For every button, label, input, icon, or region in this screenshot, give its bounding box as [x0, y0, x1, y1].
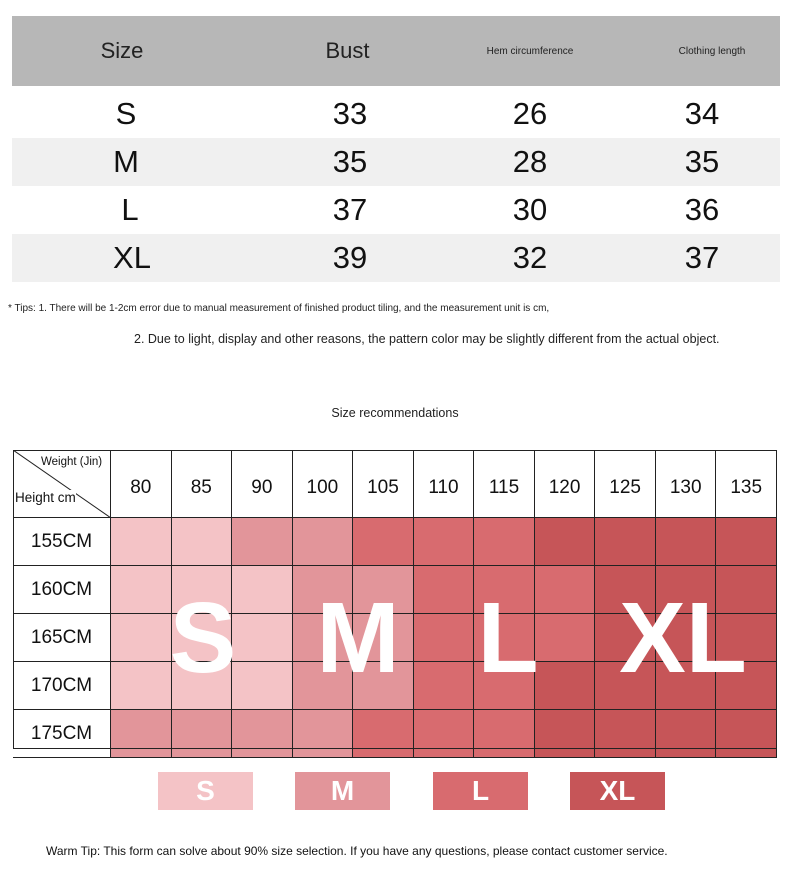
weight-header-cell: 135	[716, 450, 777, 518]
size-zone-cell-l	[414, 614, 475, 662]
height-row-label: 175CM	[13, 710, 111, 758]
hem-cell: 26	[512, 96, 548, 131]
size-zone-cell-m	[353, 614, 414, 662]
size-zone-cell-s	[172, 614, 233, 662]
size-zone-cell-m	[293, 662, 354, 710]
size-zone-cell-xl	[535, 662, 596, 710]
size-zone-cell-m	[353, 566, 414, 614]
size-zone-cell-m	[293, 614, 354, 662]
size-zone-cell-l	[414, 566, 475, 614]
size-zone-cell-xl	[595, 662, 656, 710]
hem-cell: 30	[512, 192, 548, 227]
hem-cell: 28	[512, 144, 548, 179]
size-zone-cell-l	[414, 662, 475, 710]
size-zone-cell-m	[111, 710, 172, 758]
size-zone-cell-m	[172, 710, 233, 758]
size-zone-cell-xl	[535, 710, 596, 758]
size-zone-cell-l	[474, 662, 535, 710]
overlay-letter-s: S	[169, 582, 237, 694]
size-cell: L	[121, 192, 139, 227]
size-zone-cell-l	[474, 710, 535, 758]
grid-corner-cell	[13, 450, 111, 518]
legend-s: S	[158, 772, 253, 810]
size-table-header	[12, 16, 780, 86]
weight-header-cell: 110	[414, 450, 475, 518]
weight-header-cell: 80	[111, 450, 172, 518]
tip-line-1: * Tips: 1. There will be 1-2cm error due to manual measurement of finished product tiling, and the measurement unit is cm,	[8, 303, 550, 314]
size-zone-cell-s	[111, 518, 172, 566]
height-row-label: 170CM	[13, 662, 111, 710]
size-zone-cell-l	[414, 518, 475, 566]
bust-cell: 35	[332, 144, 368, 179]
size-zone-cell-xl	[595, 566, 656, 614]
size-cell: S	[115, 96, 137, 131]
height-row-label: 155CM	[13, 518, 111, 566]
length-cell: 36	[684, 192, 720, 227]
size-zone-cell-l	[353, 518, 414, 566]
weight-header-cell: 120	[535, 450, 596, 518]
height-axis-label: Height cm	[15, 490, 76, 505]
size-zone-cell-l	[474, 614, 535, 662]
size-zone-cell-s	[172, 662, 233, 710]
size-zone-cell-s	[111, 566, 172, 614]
size-row-xl	[12, 234, 780, 282]
legend-l: L	[433, 772, 528, 810]
overlay-letter-l: L	[477, 582, 539, 694]
length-cell: 34	[684, 96, 720, 131]
weight-axis-label: Weight (Jin)	[41, 456, 103, 468]
header-bust: Bust	[325, 38, 370, 63]
header-length: Clothing length	[678, 45, 746, 57]
warm-tip: Warm Tip: This form can solve about 90% size selection. If you have any questions, please contact customer service.	[46, 844, 668, 858]
size-zone-cell-xl	[716, 518, 777, 566]
size-zone-cell-xl	[656, 614, 717, 662]
size-zone-cell-xl	[656, 710, 717, 758]
size-zone-cell-s	[111, 614, 172, 662]
weight-header-cell: 115	[474, 450, 535, 518]
recommendations-title: Size recommendations	[331, 406, 459, 420]
size-zone-cell-xl	[656, 662, 717, 710]
size-zone-cell-xl	[595, 710, 656, 758]
size-zone-cell-s	[111, 662, 172, 710]
bust-cell: 39	[332, 240, 368, 275]
legend-m: M	[295, 772, 390, 810]
weight-header-cell: 130	[656, 450, 717, 518]
size-row-m	[12, 138, 780, 186]
size-zone-cell-m	[293, 710, 354, 758]
legend-xl: XL	[570, 772, 665, 810]
hem-cell: 32	[512, 240, 548, 275]
length-cell: 37	[684, 240, 720, 275]
size-zone-cell-s	[232, 662, 293, 710]
length-cell: 35	[684, 144, 720, 179]
size-zone-cell-m	[293, 566, 354, 614]
size-zone-cell-s	[172, 518, 233, 566]
weight-header-cell: 105	[353, 450, 414, 518]
size-zone-cell-l	[414, 710, 475, 758]
weight-header-cell: 100	[293, 450, 354, 518]
height-row-label: 165CM	[13, 614, 111, 662]
size-zone-cell-xl	[656, 566, 717, 614]
header-size: Size	[100, 38, 144, 63]
size-recommendation-grid	[13, 450, 777, 749]
weight-header-cell: 90	[232, 450, 293, 518]
size-zone-cell-l	[535, 566, 596, 614]
size-zone-cell-s	[232, 566, 293, 614]
size-cell: M	[113, 144, 139, 179]
weight-header-cell: 85	[172, 450, 233, 518]
size-zone-cell-l	[535, 614, 596, 662]
size-zone-cell-s	[172, 566, 233, 614]
overlay-letter-xl: XL	[619, 582, 747, 694]
bust-cell: 33	[332, 96, 368, 131]
overlay-letter-m: M	[316, 582, 400, 694]
height-row-label: 160CM	[13, 566, 111, 614]
size-row-s	[12, 90, 780, 138]
size-zone-cell-xl	[656, 518, 717, 566]
size-zone-cell-xl	[716, 662, 777, 710]
size-zone-cell-xl	[535, 518, 596, 566]
size-zone-cell-xl	[716, 614, 777, 662]
size-zone-cell-xl	[595, 614, 656, 662]
weight-header-cell: 125	[595, 450, 656, 518]
size-zone-cell-m	[353, 662, 414, 710]
size-cell: XL	[113, 240, 151, 275]
size-zone-cell-m	[232, 710, 293, 758]
size-zone-cell-l	[474, 566, 535, 614]
header-hem: Hem circumference	[486, 45, 574, 57]
size-zone-cell-l	[474, 518, 535, 566]
bust-cell: 37	[332, 192, 368, 227]
size-zone-cell-xl	[716, 566, 777, 614]
size-row-l	[12, 186, 780, 234]
size-zone-cell-s	[232, 614, 293, 662]
size-zone-cell-m	[293, 518, 354, 566]
size-zone-cell-m	[232, 518, 293, 566]
size-zone-cell-xl	[716, 710, 777, 758]
size-zone-cell-xl	[595, 518, 656, 566]
tip-line-2: 2. Due to light, display and other reasons, the pattern color may be slightly different from the actual object.	[134, 332, 720, 346]
size-zone-cell-l	[353, 710, 414, 758]
